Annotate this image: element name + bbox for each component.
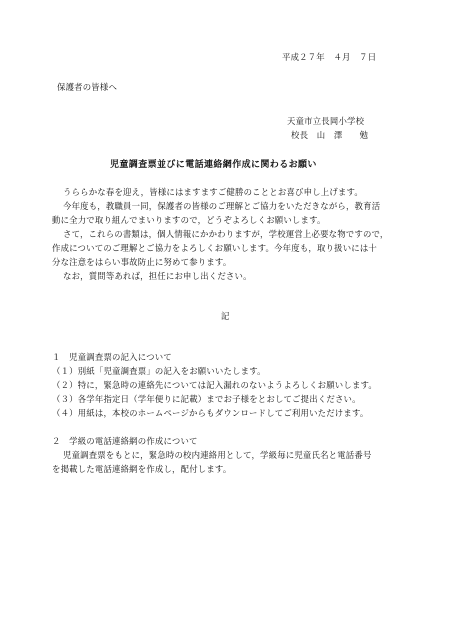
school-name: 天童市立長岡小学校 — [287, 116, 365, 126]
body-line: さて，これらの書類は，個人情報にかかわりますが，学校運営上必要な物ですので， — [63, 229, 389, 239]
section-1-item: （２）特に，緊急時の連絡先については記入漏れのないようよろしくお願いします。 — [52, 380, 378, 390]
body-line: 今年度も，教職員一同，保護者の皆様のご理解とご協力をいただきながら，教育活 — [63, 201, 381, 211]
body-line: 分な注意をはらい事故防止に努めて参ります。 — [52, 257, 232, 267]
section-1-heading: １ 児童調査票の記入について — [52, 352, 172, 362]
body-line: なお，質問等あれば，担任にお申し出ください。 — [63, 271, 252, 281]
section-2-line: 児童調査票をもとに，緊急時の校内連絡用として，学級毎に児童氏名と電話番号 — [63, 450, 372, 460]
section-2-heading: ２ 学級の電話連絡網の作成について — [52, 436, 198, 446]
section-1-item: （１）別紙「児童調査票」の記入をお願いいたします。 — [52, 366, 266, 376]
section-1-item: （４）用紙は，本校のホームページからもダウンロードしてご利用いただけます。 — [52, 408, 369, 418]
recipient-line: 保護者の皆様へ — [57, 82, 118, 92]
ki-marker: 記 — [221, 311, 230, 321]
body-line: 作成についてのご理解とご協力をよろしくお願いします。今年度も，取り扱いには十 — [52, 243, 378, 253]
body-line: 動に全力で取り組んでまいりますので，どうぞよろしくお願いします。 — [52, 215, 326, 225]
section-1-item: （３）各学年指定日（学年便りに記載）までお子様をとおしてご提出ください。 — [52, 394, 361, 404]
document-title: 児童調査票並びに電話連絡網作成に関わるお願い — [110, 160, 317, 170]
date-line: 平成２７年 ４月 ７日 — [282, 52, 377, 62]
body-line: うららかな春を迎え，皆様にはますますご健勝のこととお喜び申し上げます。 — [63, 187, 363, 197]
section-2-line: を掲載した電話連絡網を作成し，配付します。 — [52, 464, 232, 474]
principal-name: 校長 山 澤 勉 — [291, 130, 369, 140]
